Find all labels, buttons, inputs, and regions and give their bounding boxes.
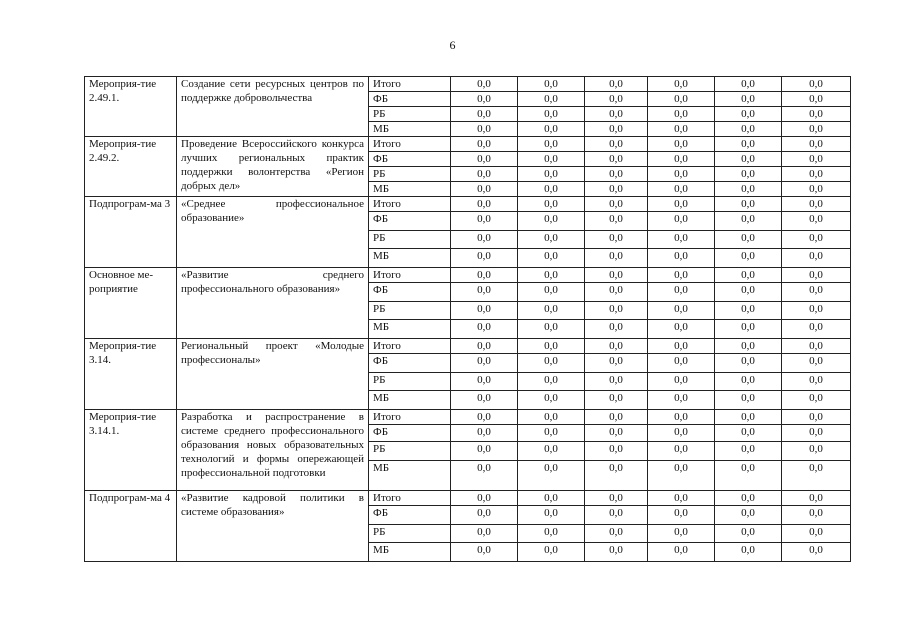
funding-source: ФБ: [369, 506, 451, 525]
value-cell: 0,0: [782, 212, 851, 231]
value-cell: 0,0: [648, 543, 715, 562]
value-cell: 0,0: [451, 302, 518, 320]
value-cell: 0,0: [782, 152, 851, 167]
table-row: [85, 77, 851, 92]
value-cell: 0,0: [585, 506, 648, 525]
value-cell: 0,0: [585, 373, 648, 391]
value-cell: 0,0: [648, 268, 715, 283]
value-cell: 0,0: [518, 122, 585, 137]
funding-source: Итого: [369, 137, 451, 152]
value-cell: 0,0: [585, 543, 648, 562]
value-cell: 0,0: [585, 152, 648, 167]
funding-source: ФБ: [369, 92, 451, 107]
value-cell: 0,0: [518, 231, 585, 249]
value-cell: 0,0: [648, 231, 715, 249]
value-cell: 0,0: [782, 231, 851, 249]
value-cell: 0,0: [585, 302, 648, 320]
item-name: Мероприя-тие 3.14.1.: [85, 410, 177, 491]
value-cell: 0,0: [518, 167, 585, 182]
value-cell: 0,0: [585, 107, 648, 122]
value-cell: 0,0: [518, 107, 585, 122]
value-cell: 0,0: [782, 491, 851, 506]
value-cell: 0,0: [451, 152, 518, 167]
value-cell: 0,0: [782, 391, 851, 410]
item-description: «Развитие среднего профессионального образования»: [177, 268, 369, 339]
value-cell: 0,0: [518, 152, 585, 167]
funding-source: РБ: [369, 107, 451, 122]
value-cell: 0,0: [585, 182, 648, 197]
value-cell: 0,0: [585, 425, 648, 442]
value-cell: 0,0: [451, 107, 518, 122]
value-cell: 0,0: [715, 152, 782, 167]
value-cell: 0,0: [518, 212, 585, 231]
table-body: [85, 77, 851, 562]
value-cell: 0,0: [715, 107, 782, 122]
value-cell: 0,0: [518, 442, 585, 461]
funding-source: Итого: [369, 77, 451, 92]
value-cell: 0,0: [715, 212, 782, 231]
value-cell: 0,0: [715, 249, 782, 268]
value-cell: 0,0: [782, 354, 851, 373]
funding-table: [84, 76, 851, 562]
funding-source: ФБ: [369, 354, 451, 373]
value-cell: 0,0: [518, 391, 585, 410]
funding-source: Итого: [369, 410, 451, 425]
funding-source: РБ: [369, 442, 451, 461]
funding-source: МБ: [369, 543, 451, 562]
value-cell: 0,0: [585, 461, 648, 491]
value-cell: 0,0: [451, 77, 518, 92]
value-cell: 0,0: [585, 212, 648, 231]
value-cell: 0,0: [715, 391, 782, 410]
value-cell: 0,0: [518, 373, 585, 391]
value-cell: 0,0: [451, 354, 518, 373]
value-cell: 0,0: [648, 302, 715, 320]
funding-source: Итого: [369, 339, 451, 354]
value-cell: 0,0: [648, 525, 715, 543]
value-cell: 0,0: [518, 77, 585, 92]
value-cell: 0,0: [451, 543, 518, 562]
value-cell: 0,0: [451, 92, 518, 107]
value-cell: 0,0: [585, 77, 648, 92]
value-cell: 0,0: [585, 197, 648, 212]
funding-source: МБ: [369, 391, 451, 410]
value-cell: 0,0: [715, 543, 782, 562]
value-cell: 0,0: [585, 320, 648, 339]
value-cell: 0,0: [518, 197, 585, 212]
value-cell: 0,0: [518, 137, 585, 152]
value-cell: 0,0: [451, 491, 518, 506]
value-cell: 0,0: [585, 92, 648, 107]
value-cell: 0,0: [648, 373, 715, 391]
value-cell: 0,0: [518, 410, 585, 425]
item-description: «Среднее профессиональное образование»: [177, 197, 369, 268]
funding-source: ФБ: [369, 212, 451, 231]
value-cell: 0,0: [451, 231, 518, 249]
value-cell: 0,0: [648, 212, 715, 231]
value-cell: 0,0: [451, 525, 518, 543]
value-cell: 0,0: [782, 410, 851, 425]
value-cell: 0,0: [451, 442, 518, 461]
item-name: Мероприя-тие 2.49.1.: [85, 77, 177, 137]
value-cell: 0,0: [648, 152, 715, 167]
value-cell: 0,0: [585, 354, 648, 373]
table-row: [85, 197, 851, 212]
item-description: «Развитие кадровой политики в системе образования»: [177, 491, 369, 562]
value-cell: 0,0: [451, 373, 518, 391]
value-cell: 0,0: [451, 461, 518, 491]
value-cell: 0,0: [715, 525, 782, 543]
value-cell: 0,0: [451, 122, 518, 137]
value-cell: 0,0: [518, 302, 585, 320]
value-cell: 0,0: [782, 122, 851, 137]
value-cell: 0,0: [648, 182, 715, 197]
value-cell: 0,0: [782, 302, 851, 320]
funding-source: РБ: [369, 231, 451, 249]
funding-source: МБ: [369, 461, 451, 491]
value-cell: 0,0: [782, 373, 851, 391]
value-cell: 0,0: [518, 461, 585, 491]
value-cell: 0,0: [648, 354, 715, 373]
value-cell: 0,0: [648, 249, 715, 268]
funding-source: Итого: [369, 268, 451, 283]
value-cell: 0,0: [585, 231, 648, 249]
value-cell: 0,0: [518, 525, 585, 543]
value-cell: 0,0: [518, 182, 585, 197]
funding-source: МБ: [369, 122, 451, 137]
value-cell: 0,0: [518, 268, 585, 283]
value-cell: 0,0: [782, 320, 851, 339]
value-cell: 0,0: [648, 77, 715, 92]
funding-source: ФБ: [369, 425, 451, 442]
value-cell: 0,0: [518, 354, 585, 373]
item-name: Мероприя-тие 3.14.: [85, 339, 177, 410]
value-cell: 0,0: [648, 320, 715, 339]
value-cell: 0,0: [518, 425, 585, 442]
value-cell: 0,0: [715, 137, 782, 152]
funding-source: РБ: [369, 302, 451, 320]
value-cell: 0,0: [715, 302, 782, 320]
value-cell: 0,0: [782, 339, 851, 354]
value-cell: 0,0: [451, 425, 518, 442]
value-cell: 0,0: [451, 391, 518, 410]
value-cell: 0,0: [782, 107, 851, 122]
item-name: Мероприя-тие 2.49.2.: [85, 137, 177, 197]
value-cell: 0,0: [451, 137, 518, 152]
funding-source: МБ: [369, 182, 451, 197]
value-cell: 0,0: [585, 122, 648, 137]
item-name: Основное ме-роприятие: [85, 268, 177, 339]
value-cell: 0,0: [585, 525, 648, 543]
funding-source: Итого: [369, 197, 451, 212]
value-cell: 0,0: [715, 167, 782, 182]
value-cell: 0,0: [585, 391, 648, 410]
value-cell: 0,0: [782, 268, 851, 283]
funding-source: МБ: [369, 249, 451, 268]
value-cell: 0,0: [451, 268, 518, 283]
value-cell: 0,0: [585, 249, 648, 268]
value-cell: 0,0: [715, 506, 782, 525]
funding-source: РБ: [369, 167, 451, 182]
value-cell: 0,0: [782, 77, 851, 92]
value-cell: 0,0: [648, 491, 715, 506]
funding-source: МБ: [369, 320, 451, 339]
value-cell: 0,0: [715, 425, 782, 442]
value-cell: 0,0: [648, 92, 715, 107]
value-cell: 0,0: [518, 249, 585, 268]
value-cell: 0,0: [782, 525, 851, 543]
value-cell: 0,0: [648, 410, 715, 425]
value-cell: 0,0: [451, 197, 518, 212]
value-cell: 0,0: [782, 167, 851, 182]
value-cell: 0,0: [782, 543, 851, 562]
value-cell: 0,0: [715, 92, 782, 107]
value-cell: 0,0: [782, 137, 851, 152]
value-cell: 0,0: [715, 77, 782, 92]
value-cell: 0,0: [715, 491, 782, 506]
page-number: 6: [449, 38, 456, 52]
value-cell: 0,0: [715, 410, 782, 425]
value-cell: 0,0: [451, 167, 518, 182]
value-cell: 0,0: [518, 491, 585, 506]
value-cell: 0,0: [585, 442, 648, 461]
value-cell: 0,0: [585, 167, 648, 182]
item-description: Создание сети ресурсных центров по поддержке добровольчества: [177, 77, 369, 137]
table-row: [85, 268, 851, 283]
value-cell: 0,0: [715, 182, 782, 197]
item-description: Разработка и распространение в системе среднего профессионального образования новых образовательных технологий и формы опережающей профессиональной подготовки: [177, 410, 369, 491]
funding-source: РБ: [369, 525, 451, 543]
value-cell: 0,0: [451, 410, 518, 425]
value-cell: 0,0: [585, 410, 648, 425]
value-cell: 0,0: [648, 107, 715, 122]
value-cell: 0,0: [518, 506, 585, 525]
value-cell: 0,0: [782, 249, 851, 268]
value-cell: 0,0: [585, 339, 648, 354]
table-row: [85, 410, 851, 425]
value-cell: 0,0: [518, 320, 585, 339]
value-cell: 0,0: [715, 354, 782, 373]
value-cell: 0,0: [715, 122, 782, 137]
funding-source: ФБ: [369, 152, 451, 167]
value-cell: 0,0: [648, 167, 715, 182]
value-cell: 0,0: [782, 182, 851, 197]
value-cell: 0,0: [715, 339, 782, 354]
value-cell: 0,0: [715, 283, 782, 302]
value-cell: 0,0: [715, 442, 782, 461]
value-cell: 0,0: [782, 425, 851, 442]
value-cell: 0,0: [648, 461, 715, 491]
funding-source: ФБ: [369, 283, 451, 302]
value-cell: 0,0: [451, 506, 518, 525]
value-cell: 0,0: [518, 283, 585, 302]
value-cell: 0,0: [782, 283, 851, 302]
value-cell: 0,0: [648, 122, 715, 137]
value-cell: 0,0: [585, 268, 648, 283]
value-cell: 0,0: [648, 442, 715, 461]
value-cell: 0,0: [451, 182, 518, 197]
value-cell: 0,0: [715, 197, 782, 212]
value-cell: 0,0: [518, 92, 585, 107]
value-cell: 0,0: [648, 137, 715, 152]
table-row: [85, 137, 851, 152]
value-cell: 0,0: [782, 461, 851, 491]
value-cell: 0,0: [585, 491, 648, 506]
value-cell: 0,0: [585, 137, 648, 152]
value-cell: 0,0: [451, 249, 518, 268]
value-cell: 0,0: [715, 231, 782, 249]
item-name: Подпрограм-ма 3: [85, 197, 177, 268]
item-name: Подпрограм-ма 4: [85, 491, 177, 562]
value-cell: 0,0: [715, 373, 782, 391]
table-row: [85, 491, 851, 506]
value-cell: 0,0: [518, 339, 585, 354]
funding-source: РБ: [369, 373, 451, 391]
value-cell: 0,0: [648, 506, 715, 525]
value-cell: 0,0: [782, 197, 851, 212]
value-cell: 0,0: [648, 283, 715, 302]
value-cell: 0,0: [451, 212, 518, 231]
value-cell: 0,0: [451, 283, 518, 302]
value-cell: 0,0: [782, 506, 851, 525]
value-cell: 0,0: [782, 442, 851, 461]
value-cell: 0,0: [451, 339, 518, 354]
value-cell: 0,0: [782, 92, 851, 107]
value-cell: 0,0: [715, 320, 782, 339]
value-cell: 0,0: [648, 425, 715, 442]
value-cell: 0,0: [518, 543, 585, 562]
table-row: [85, 339, 851, 354]
value-cell: 0,0: [715, 461, 782, 491]
item-description: Региональный проект «Молодые профессионалы»: [177, 339, 369, 410]
funding-source: Итого: [369, 491, 451, 506]
value-cell: 0,0: [585, 283, 648, 302]
value-cell: 0,0: [451, 320, 518, 339]
value-cell: 0,0: [648, 197, 715, 212]
value-cell: 0,0: [648, 339, 715, 354]
item-description: Проведение Всероссийского конкурса лучших региональных практик поддержки волонтерства «Регион добрых дел»: [177, 137, 369, 197]
value-cell: 0,0: [648, 391, 715, 410]
value-cell: 0,0: [715, 268, 782, 283]
